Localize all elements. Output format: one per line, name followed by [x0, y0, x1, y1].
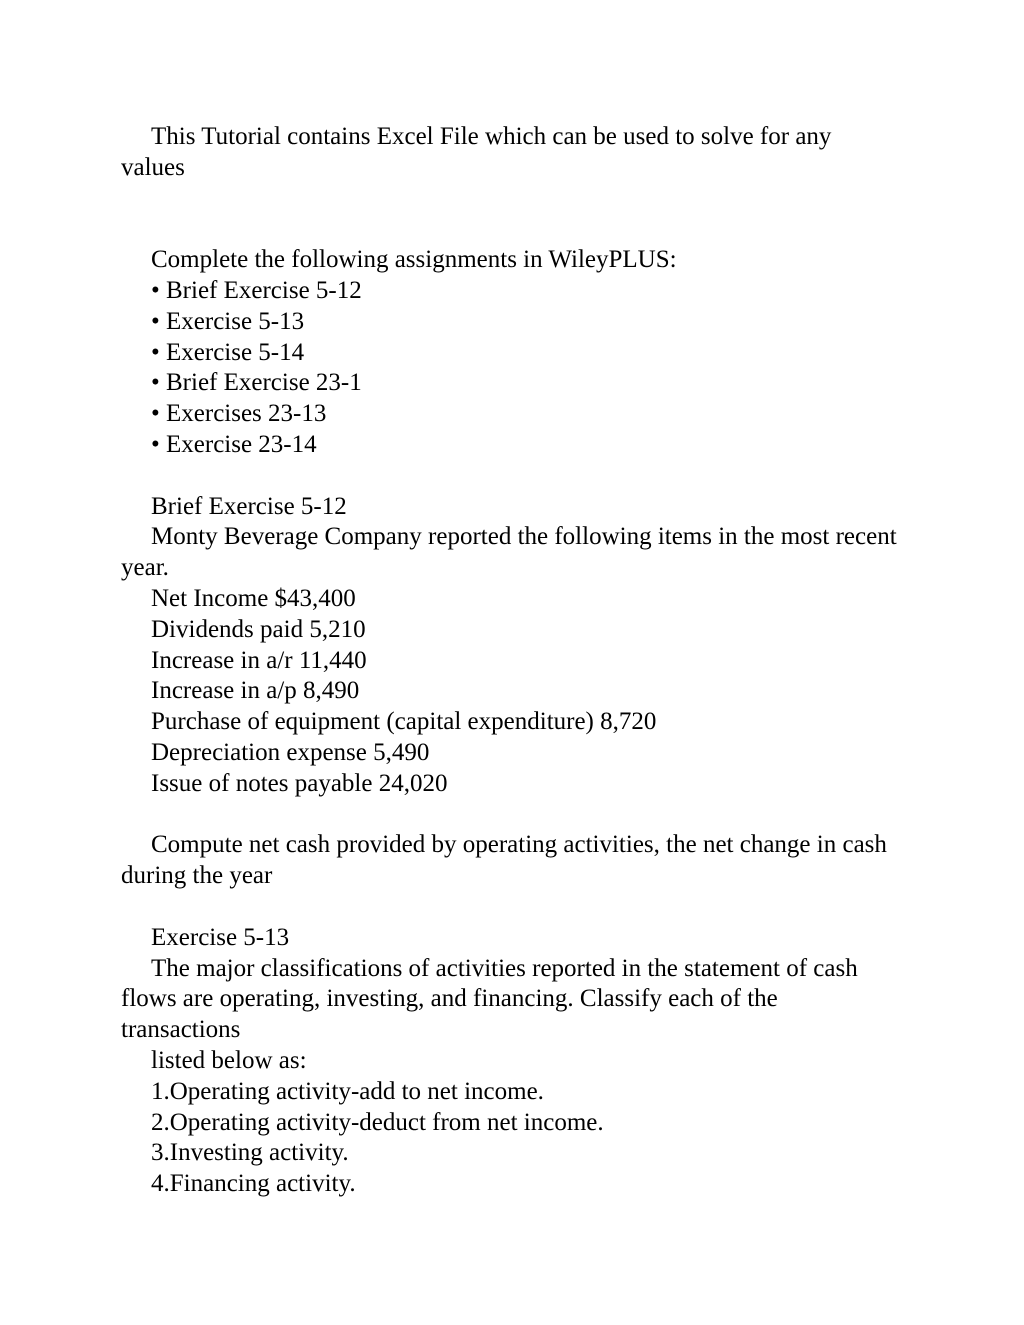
section-title: Brief Exercise 5-12	[151, 492, 347, 520]
financial-item: Increase in a/p 8,490	[151, 677, 360, 705]
financial-item: Issue of notes payable 24,020	[151, 769, 448, 797]
classification-option: 2.Operating activity-deduct from net income.	[151, 1108, 604, 1136]
section-description: The major classifications of activities reported in the statement of cash flows are operating, investing, and financing. Classify each of the transactions	[121, 954, 858, 1044]
assignment-item: • Brief Exercise 5-12	[151, 276, 362, 304]
classification-option: 3.Investing activity.	[151, 1139, 349, 1167]
section-description: Monty Beverage Company reported the following items in the most recent year.	[121, 523, 897, 582]
classification-option: 4.Financing activity.	[151, 1170, 356, 1198]
assignments-heading: Complete the following assignments in WileyPLUS:	[151, 246, 677, 274]
section-lead: listed below as:	[151, 1046, 307, 1074]
financial-item: Purchase of equipment (capital expenditure) 8,720	[151, 708, 657, 736]
assignment-item: • Exercise 23-14	[151, 430, 317, 458]
assignment-item: • Exercise 5-13	[151, 307, 305, 335]
intro-paragraph: This Tutorial contains Excel File which can be used to solve for any values	[121, 123, 832, 181]
document-body	[121, 122, 901, 1200]
spacer	[121, 184, 901, 246]
financial-item: Increase in a/r 11,440	[151, 646, 367, 674]
financial-item: Dividends paid 5,210	[151, 615, 366, 643]
brief-exercise-5-12-section	[121, 492, 901, 892]
assignments-section	[121, 245, 901, 461]
assignment-item: • Brief Exercise 23-1	[151, 369, 362, 397]
financial-item: Net Income $43,400	[151, 584, 356, 612]
spacer	[121, 461, 901, 492]
assignment-item: • Exercises 23-13	[151, 400, 327, 428]
question-paragraph: Compute net cash provided by operating activities, the net change in cash during the year	[121, 831, 887, 890]
section-title: Exercise 5-13	[151, 923, 290, 951]
exercise-5-13-section	[121, 923, 901, 1200]
assignment-item: • Exercise 5-14	[151, 338, 305, 366]
spacer	[121, 800, 901, 831]
classification-option: 1.Operating activity-add to net income.	[151, 1077, 544, 1105]
financial-item: Depreciation expense 5,490	[151, 738, 430, 766]
spacer	[121, 892, 901, 923]
